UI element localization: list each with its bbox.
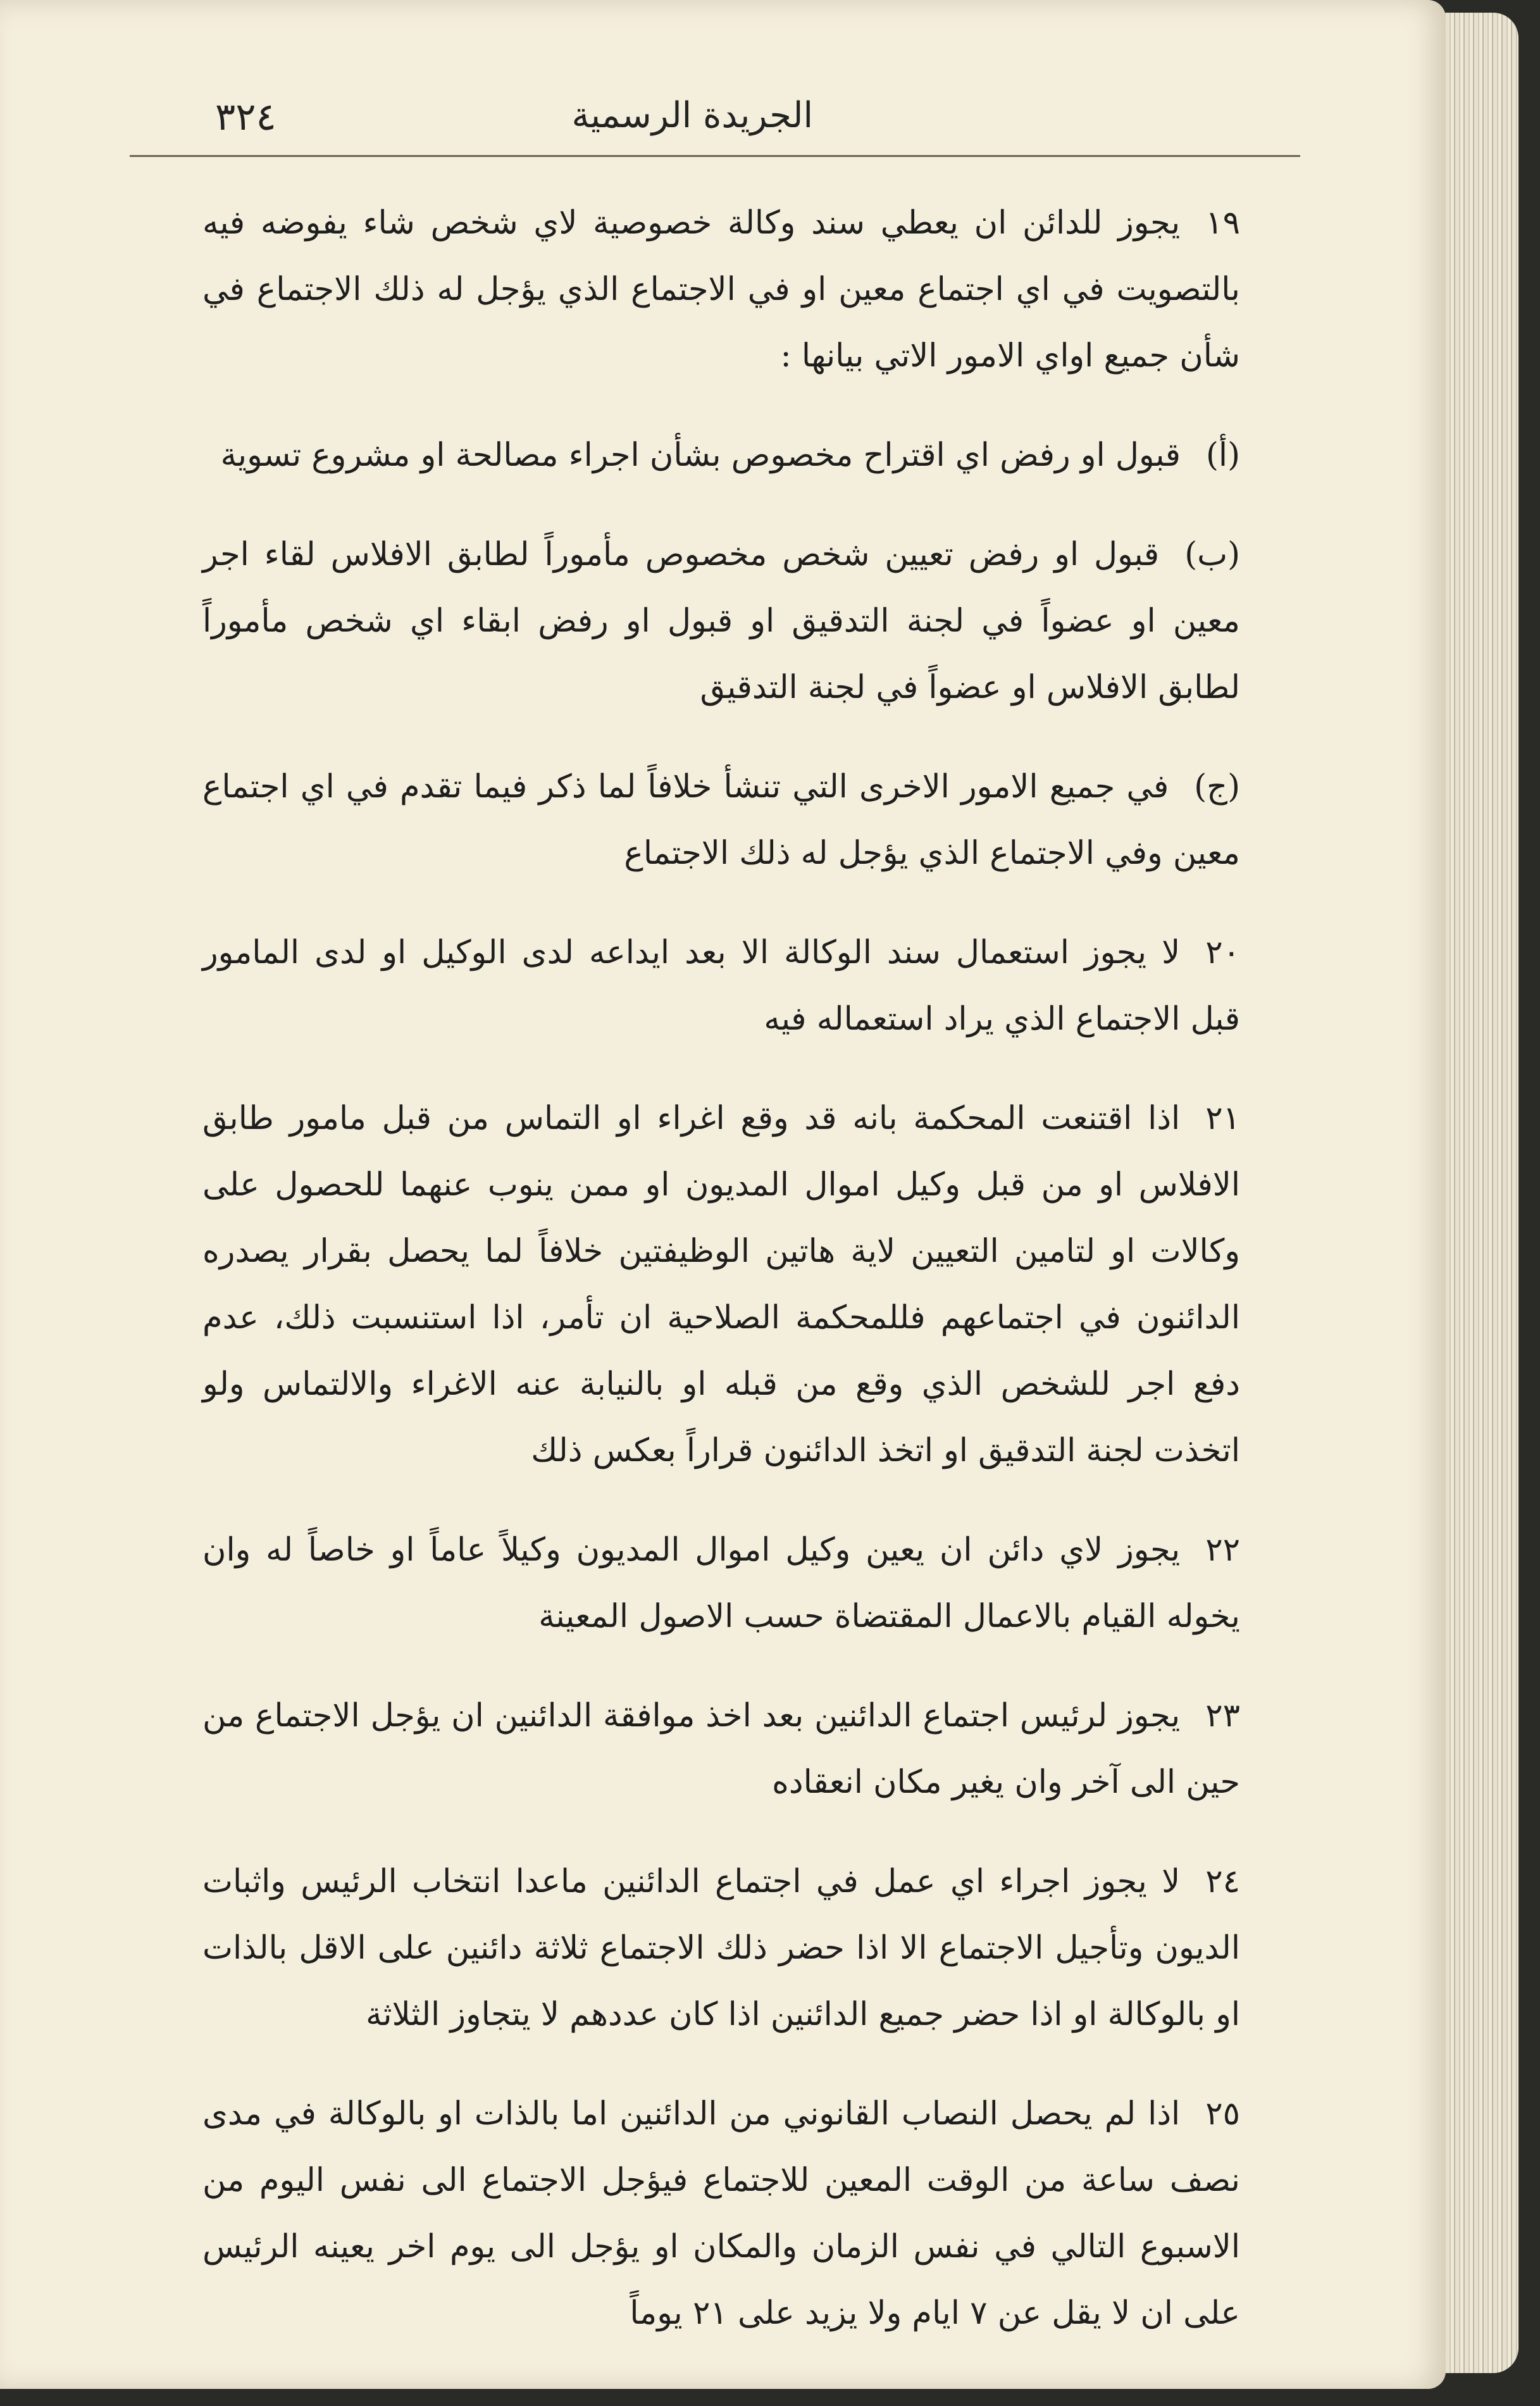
paragraph-21 — [202, 1085, 1240, 1484]
clause-text: اذا اقتنعت المحكمة بانه قد وقع اغراء او التماس من قبل مامور طابق الافلاس او من قبل وكيل اموال المديون او ممن ينوب عنهما للحصول على وكالات او لتامين التعيين لاية هاتين الوظيفتين خلافاً لما يحصل بقرار يصدره الدائنون في اجتماعهم فللمحكمة الصلاحية ان تأمر، اذا استنسبت ذلك، عدم دفع اجر للشخص الذي وقع من قبله او بالنيابة عنه الاغراء والالتماس ولو اتخذت لجنة التدقيق او اتخذ الدائنون قراراً بعكس ذلك — [202, 1100, 1240, 1469]
clause-number: (ج) — [1194, 768, 1240, 806]
clause-number: ٢٠ — [1205, 934, 1240, 971]
clause-number: ١٩ — [1205, 204, 1240, 242]
clause-text: اذا لم يحصل النصاب القانوني من الدائنين اما بالذات او بالوكالة في مدى نصف ساعة من الوقت المعين للاجتماع فيؤجل الاجتماع الى نفس اليوم من الاسبوع التالي في نفس الزمان والمكان او يؤجل الى يوم اخر يعينه الرئيس على ان لا يقل عن ٧ ايام ولا يزيد على ٢١ يوماً — [202, 2095, 1240, 2332]
clause-text: يجوز للدائن ان يعطي سند وكالة خصوصية لاي شخص شاء يفوضه فيه بالتصويت في اي اجتماع معين او في الاجتماع الذي يؤجل له ذلك الاجتماع في شأن جميع اواي الامور الاتي بيانها : — [202, 204, 1240, 375]
clause-number: ٢١ — [1205, 1100, 1240, 1137]
clause-number: ٢٥ — [1205, 2095, 1240, 2133]
subclause-b — [202, 521, 1240, 721]
clause-number: (ب) — [1184, 536, 1240, 573]
clause-text: لا يجوز استعمال سند الوكالة الا بعد ايداعه لدى الوكيل او لدى المامور قبل الاجتماع الذي يراد استعماله فيه — [202, 934, 1240, 1038]
paragraph-22 — [202, 1517, 1240, 1650]
clause-text: في جميع الامور الاخرى التي تنشأ خلافاً لما ذكر فيما تقدم في اي اجتماع معين وفي الاجتماع الذي يؤجل له ذلك الاجتماع — [202, 768, 1240, 872]
clause-text: قبول او رفض اي اقتراح مخصوص بشأن اجراء مصالحة او مشروع تسوية — [220, 437, 1181, 474]
clause-number: ٢٣ — [1205, 1697, 1240, 1735]
paragraph-19 — [202, 190, 1240, 389]
clause-text: قبول او رفض تعيين شخص مخصوص مأموراً لطابق الافلاس لقاء اجر معين او عضواً في لجنة التدقيق او قبول او رفض ابقاء اي شخص مأموراً لطابق الافلاس او عضواً في لجنة التدقيق — [202, 536, 1240, 706]
clause-number: ٢٤ — [1205, 1863, 1240, 1900]
clause-text: يجوز لاي دائن ان يعين وكيل اموال المديون وكيلاً عاماً او خاصاً له وان يخوله القيام بالاعمال المقتضاة حسب الاصول المعينة — [202, 1531, 1240, 1635]
body-text — [202, 190, 1240, 2379]
clause-text: لا يجوز اجراء اي عمل في اجتماع الدائنين ماعدا انتخاب الرئيس واثبات الديون وتأجيل الاجتماع الا اذا حضر ذلك الاجتماع ثلاثة دائنين على الاقل بالذات او بالوكالة او اذا حضر جميع الدائنين اذا كان عددهم لا يتجاوز الثلاثة — [202, 1863, 1240, 2033]
paragraph-24 — [202, 1848, 1240, 2048]
clause-text: يجوز لرئيس اجتماع الدائنين بعد اخذ موافقة الدائنين ان يؤجل الاجتماع من حين الى آخر وان يغير مكان انعقاده — [202, 1697, 1240, 1801]
paragraph-23 — [202, 1683, 1240, 1816]
page-number: ٣٢٤ — [215, 95, 276, 139]
clause-number: (أ) — [1206, 437, 1240, 474]
subclause-c — [202, 754, 1240, 887]
paragraph-25 — [202, 2081, 1240, 2347]
page-title: الجريدة الرسمية — [571, 95, 813, 136]
paragraph-20 — [202, 919, 1240, 1052]
page-header — [130, 95, 1300, 157]
clause-number: ٢٢ — [1205, 1531, 1240, 1569]
subclause-a — [202, 422, 1240, 489]
